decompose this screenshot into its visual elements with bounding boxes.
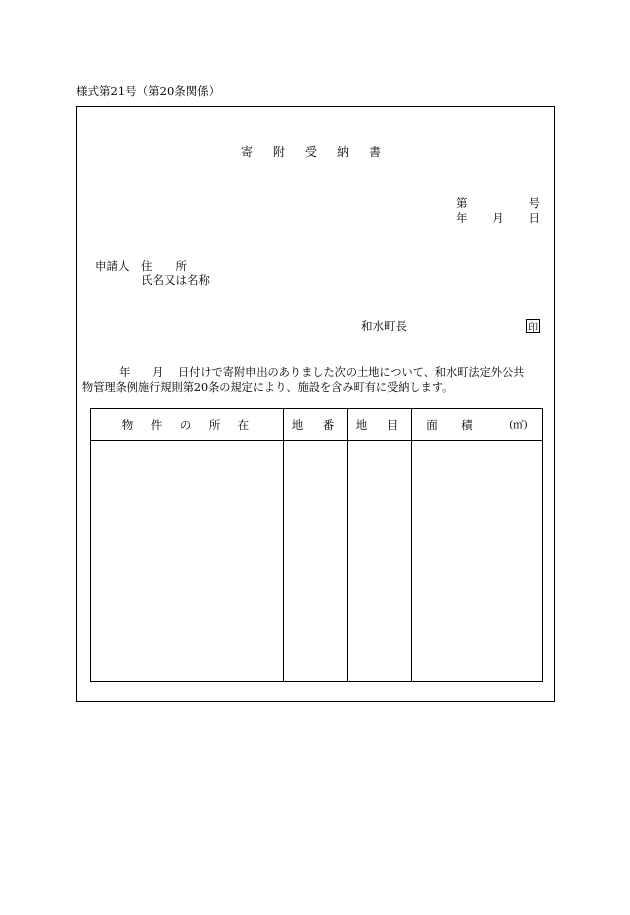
date-month: 月 [492,211,504,225]
date-day: 日 [528,211,540,225]
property-table [90,408,543,682]
body-text-line2: 物管理条例施行規則第20条の規定により、施設を含み町有に受納します。 [82,381,454,394]
issue-date [456,213,540,225]
address-label: 住 所 [141,259,187,273]
date-year: 年 [456,211,468,225]
name-label: 氏名又は名称 [141,273,210,287]
body-month: 月 [152,365,164,379]
body-text-line1: 日付けで寄附申出のありました次の土地について、和水町法定外公共 [178,366,525,379]
seal-mark: 印 [526,319,540,333]
document-title: 寄 附 受 納 書 [241,145,386,159]
document-number [456,198,540,210]
table-header-divider [91,440,542,441]
mayor-title: 和水町長 [361,319,407,333]
column-divider-3 [411,409,412,681]
doc-no-go: 号 [528,196,540,210]
column-divider-1 [283,409,284,681]
header-lot-number: 地 番 [291,417,339,432]
header-location: 物 件 の 所 在 [121,417,253,432]
column-divider-2 [347,409,348,681]
applicant-label: 申請人 [95,259,130,273]
body-year: 年 [119,365,131,379]
header-land-category: 地 目 [355,417,403,432]
header-area: 面 積 (㎡) [426,417,528,432]
doc-no-dai: 第 [456,196,468,210]
form-number: 様式第21号（第20条関係） [76,84,221,98]
area-unit: (㎡) [509,419,528,431]
